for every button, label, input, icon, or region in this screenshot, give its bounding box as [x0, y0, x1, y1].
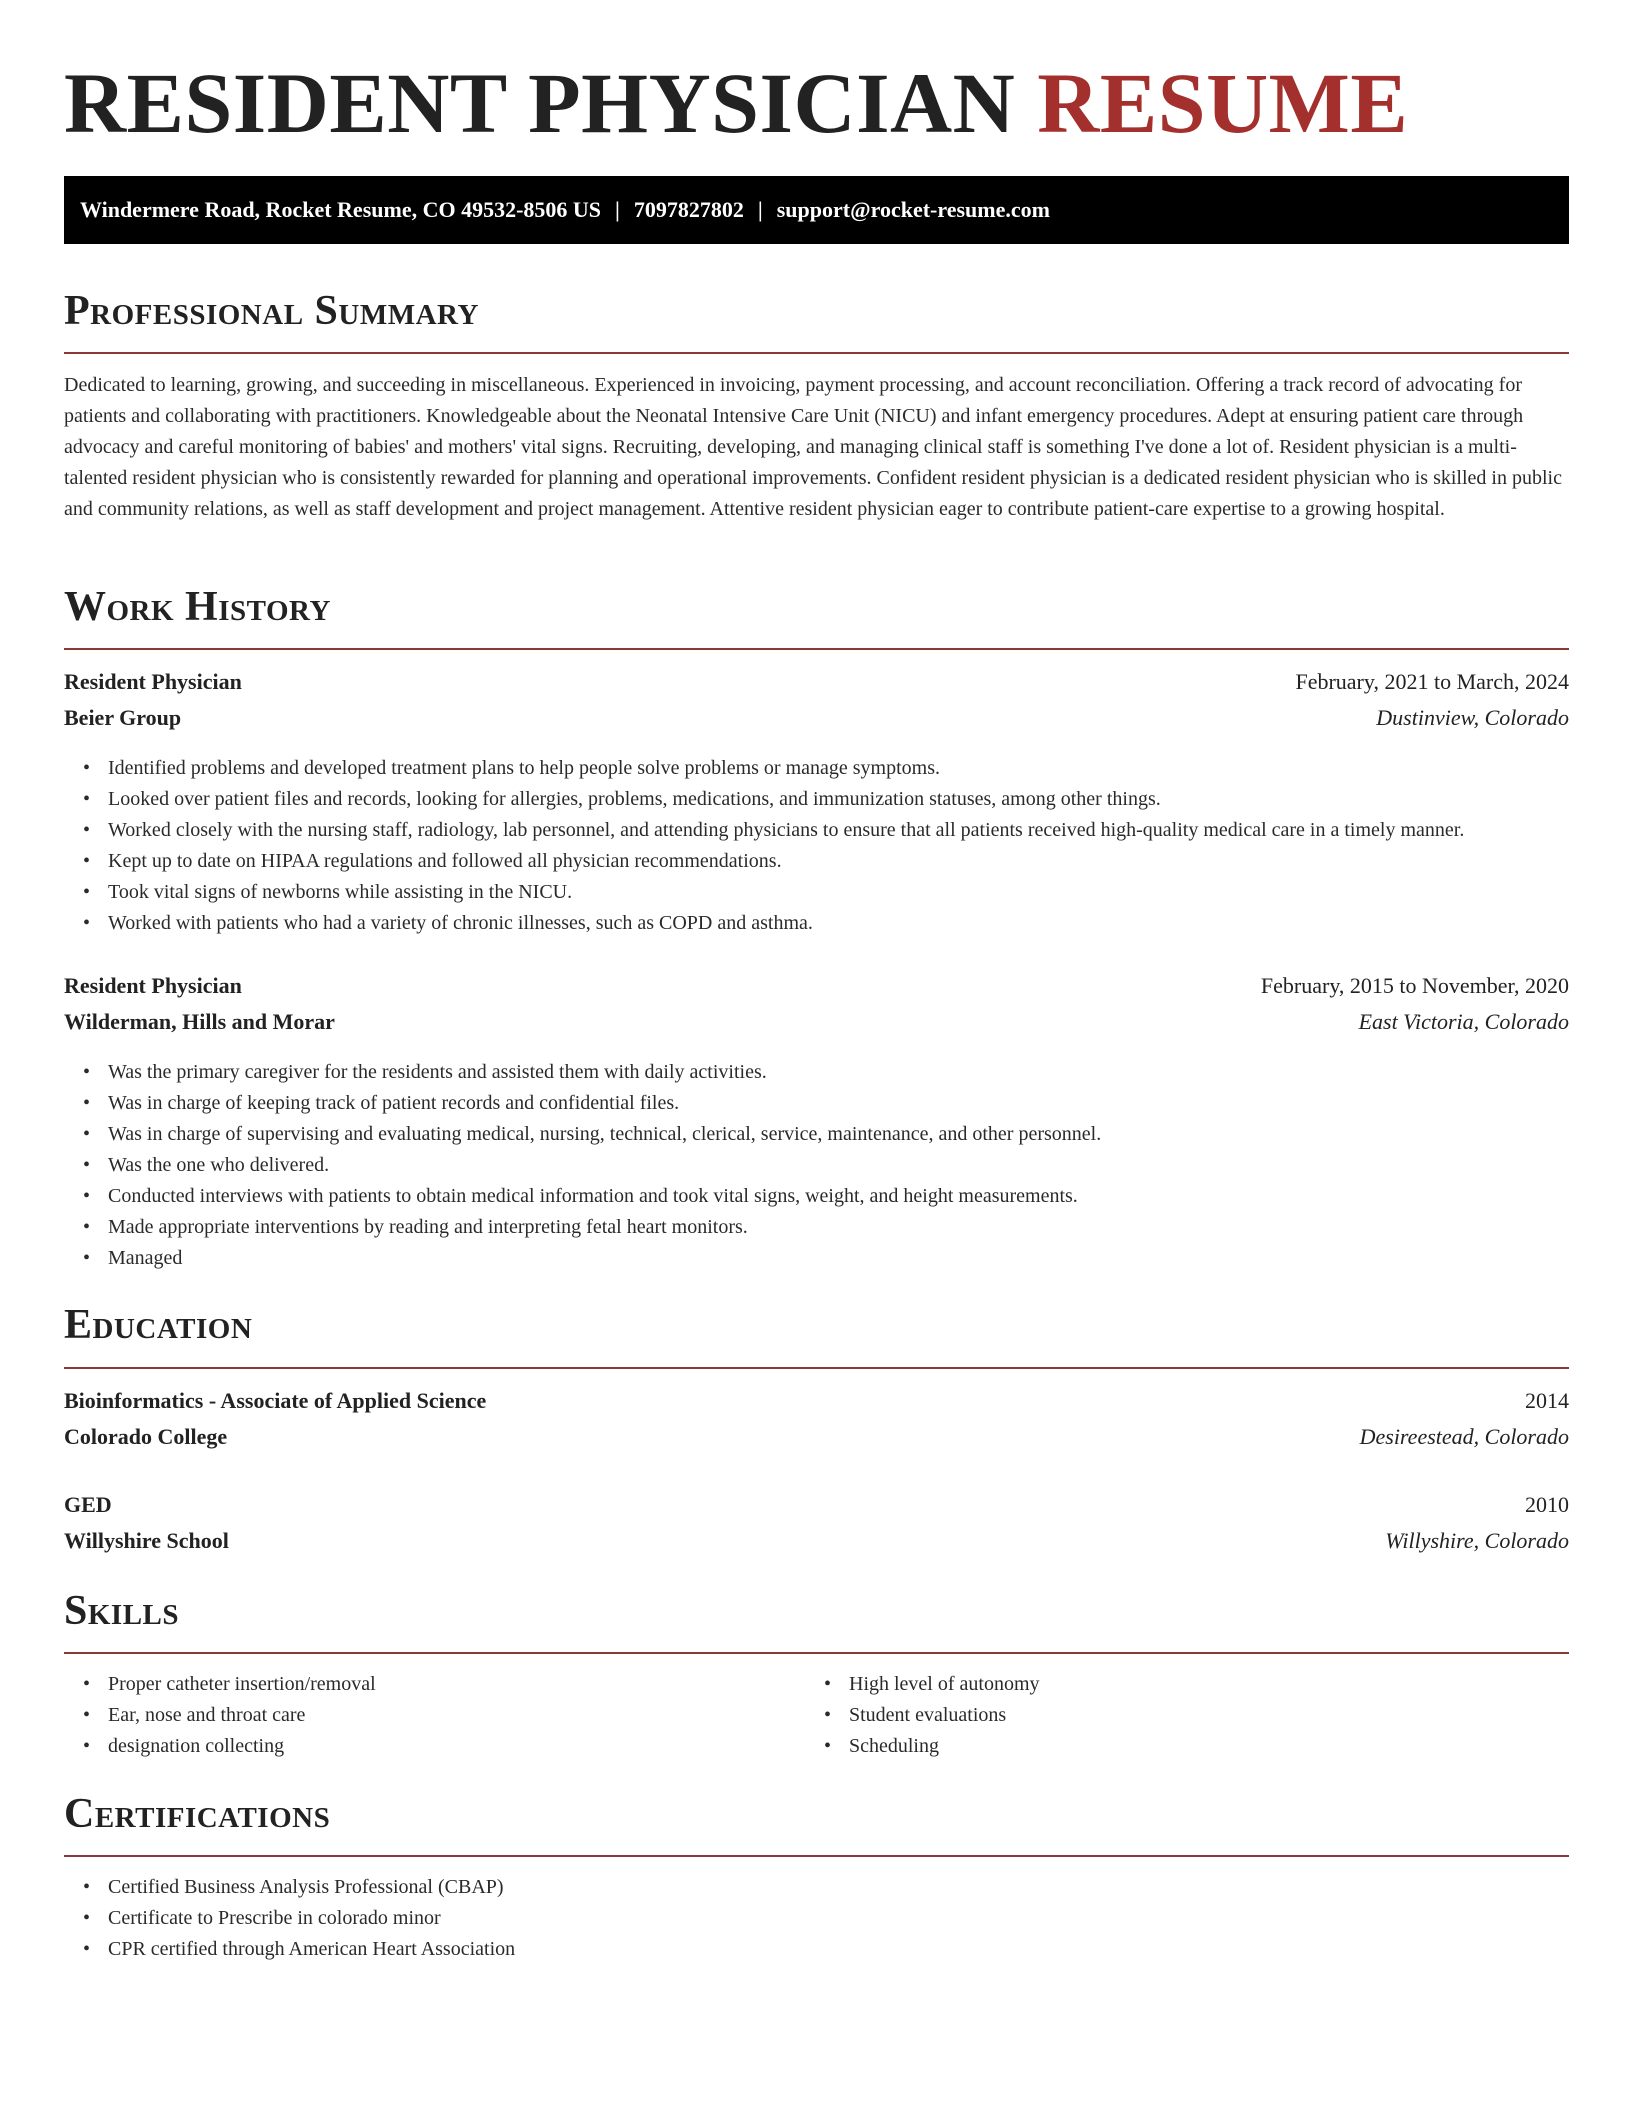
job-company: Wilderman, Hills and Morar — [64, 1009, 335, 1034]
job-company-row — [64, 1006, 1569, 1038]
list-item: • Was in charge of keeping track of patient records and confidential files. — [108, 1088, 1569, 1119]
list-item: • Proper catheter insertion/removal — [108, 1669, 808, 1700]
list-item: • Worked closely with the nursing staff, radiology, lab personnel, and attending physicians to ensure that all patients received high-quality medical care in a timely manner. — [108, 815, 1569, 846]
education-year: 2010 — [1525, 1492, 1569, 1517]
summary-text: Dedicated to learning, growing, and succeeding in miscellaneous. Experienced in invoicing, payment processing, and account reconciliation. Offering a track record of advocating for patients and collaborating with practitioners. Knowledgeable about the Neonatal Intensive Care Unit (NICU) and infant emergency procedures. Adept at ensuring patient care through advocacy and careful monitoring of babies' and mothers' vital signs. Recruiting, developing, and managing clinical staff is something I've done a lot of. Resident physician is a multi-talented resident physician who is consistently rewarded for planning and operational improvements. Confident resident physician is a dedicated resident physician who is skilled in public and community relations, as well as staff development and project management. Attentive resident physician eager to contribute patient-care expertise to a growing hospital. — [64, 374, 1562, 520]
summary-divider — [64, 352, 1569, 354]
list-item: • High level of autonomy — [849, 1669, 1549, 1700]
education-heading: Education — [64, 1302, 253, 1348]
job-location: Dustinview, Colorado — [1376, 705, 1569, 730]
list-item: • Conducted interviews with patients to obtain medical information and took vital signs, weight, and height measurements. — [108, 1181, 1569, 1212]
job-location: East Victoria, Colorado — [1358, 1009, 1569, 1034]
certifications-divider — [64, 1855, 1569, 1857]
list-item: • Worked with patients who had a variety of chronic illnesses, such as COPD and asthma. — [108, 908, 1569, 939]
summary-heading: Professional Summary — [64, 288, 479, 334]
skills-heading: Skills — [64, 1588, 180, 1634]
contact-phone: 7097827802 — [633, 197, 744, 222]
list-item: • Managed — [108, 1243, 1569, 1274]
job-company: Beier Group — [64, 705, 182, 730]
job-dates: February, 2015 to November, 2020 — [1260, 973, 1569, 998]
list-item: • Scheduling — [849, 1731, 1549, 1762]
job-title-row — [64, 970, 1569, 1002]
job-dates: February, 2021 to March, 2024 — [1295, 669, 1569, 694]
title-main: RESIDENT PHYSICIAN — [64, 55, 1016, 151]
work-divider — [64, 648, 1569, 650]
list-item: • CPR certified through American Heart Association — [108, 1934, 1569, 1965]
skills-list-left — [64, 1669, 808, 1762]
list-item: • Made appropriate interventions by reading and interpreting fetal heart monitors. — [108, 1212, 1569, 1243]
education-school: Colorado College — [64, 1424, 228, 1449]
list-item: • Was the primary caregiver for the residents and assisted them with daily activities. — [108, 1057, 1569, 1088]
list-item: • Looked over patient files and records, looking for allergies, problems, medications, and immunization statuses, among other things. — [108, 784, 1569, 815]
education-degree: Bioinformatics - Associate of Applied Science — [64, 1388, 487, 1413]
certifications-list — [64, 1872, 1569, 1965]
certifications-heading: Certifications — [64, 1791, 331, 1837]
education-degree: GED — [64, 1492, 112, 1517]
list-item: • Identified problems and developed treatment plans to help people solve problems or manage symptoms. — [108, 753, 1569, 784]
education-school: Willyshire School — [64, 1528, 229, 1553]
list-item: • Ear, nose and throat care — [108, 1700, 808, 1731]
skills-list-right — [805, 1669, 1549, 1762]
education-location: Willyshire, Colorado — [1385, 1528, 1569, 1553]
job-bullets — [64, 753, 1569, 939]
education-location: Desireestead, Colorado — [1359, 1424, 1569, 1449]
list-item: • Was in charge of supervising and evaluating medical, nursing, technical, clerical, service, maintenance, and other personnel. — [108, 1119, 1569, 1150]
work-heading: Work History — [64, 584, 331, 630]
education-degree-row — [64, 1385, 1569, 1417]
list-item: • Certificate to Prescribe in colorado minor — [108, 1903, 1569, 1934]
contact-separator: | — [757, 197, 763, 222]
list-item: • Certified Business Analysis Professional (CBAP) — [108, 1872, 1569, 1903]
job-title: Resident Physician — [64, 669, 242, 694]
list-item: • Took vital signs of newborns while assisting in the NICU. — [108, 877, 1569, 908]
contact-email: support@rocket-resume.com — [776, 197, 1050, 222]
list-item: • Was the one who delivered. — [108, 1150, 1569, 1181]
education-divider — [64, 1367, 1569, 1369]
education-year: 2014 — [1525, 1388, 1569, 1413]
education-school-row — [64, 1525, 1569, 1557]
education-school-row — [64, 1421, 1569, 1453]
education-degree-row — [64, 1489, 1569, 1521]
list-item: • Kept up to date on HIPAA regulations and followed all physician recommendations. — [108, 846, 1569, 877]
list-item: • Student evaluations — [849, 1700, 1549, 1731]
title-accent: RESUME — [1037, 55, 1409, 151]
job-title: Resident Physician — [64, 973, 242, 998]
skills-divider — [64, 1652, 1569, 1654]
resume-title — [64, 55, 1409, 151]
job-title-row — [64, 666, 1569, 698]
list-item: • designation collecting — [108, 1731, 808, 1762]
contact-address: Windermere Road, Rocket Resume, CO 49532-8506 US — [80, 197, 602, 222]
job-bullets — [64, 1057, 1569, 1274]
contact-separator: | — [615, 197, 620, 222]
job-company-row — [64, 702, 1569, 734]
contact-bar — [64, 176, 1569, 244]
